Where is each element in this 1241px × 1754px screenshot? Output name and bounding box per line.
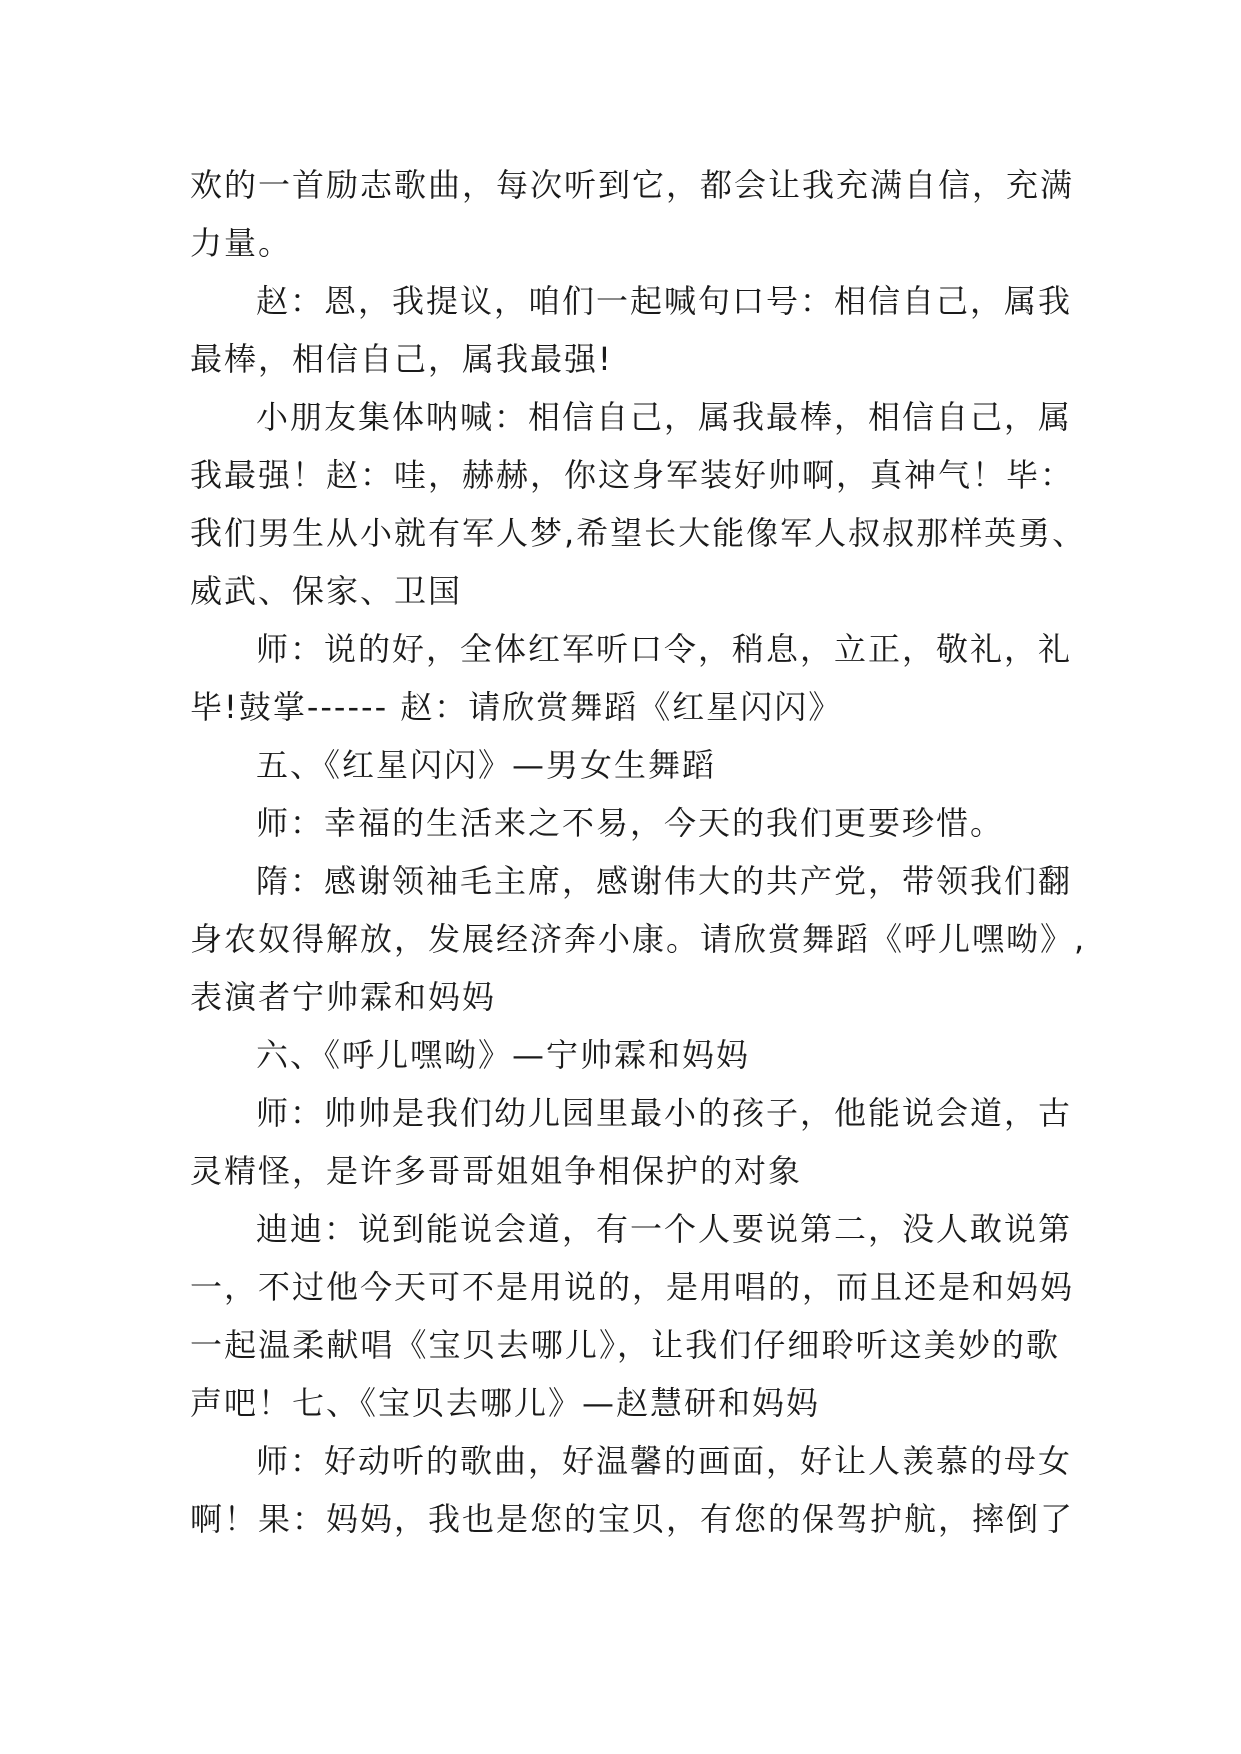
text-line: 师：说的好，全体红军听口令，稍息，立正，敬礼，礼 (256, 630, 1073, 668)
paragraph (190, 794, 1060, 852)
paragraph (190, 1200, 1075, 1432)
text-line: 赵：恩，我提议，咱们一起喊句口号：相信自己，属我 (256, 282, 1073, 320)
text-line: 表演者宁帅霖和妈妈 (190, 978, 497, 1016)
text-line: 小朋友集体呐喊：相信自己，属我最棒，相信自己，属 (256, 398, 1073, 436)
text-line: 力量。 (190, 224, 293, 262)
section-heading (190, 1026, 1060, 1084)
text-line: 隋：感谢领袖毛主席，感谢伟大的共产党，带领我们翻 (256, 862, 1073, 900)
text-line: 声吧！七、《宝贝去哪儿》—赵慧研和妈妈 (190, 1384, 821, 1422)
paragraph (190, 1084, 1073, 1200)
text-line: 师：帅帅是我们幼儿园里最小的孩子，他能说会道，古 (256, 1094, 1073, 1132)
text-line: 毕!鼓掌------ 赵：请欣赏舞蹈《红星闪闪》 (190, 688, 843, 726)
text-line: 五、《红星闪闪》—男女生舞蹈 (256, 746, 717, 784)
text-line: 一起温柔献唱《宝贝去哪儿》，让我们仔细聆听这美妙的歌 (190, 1326, 1060, 1364)
text-line: 欢的一首励志歌曲，每次听到它，都会让我充满自信，充满 (190, 166, 1075, 204)
text-line: 灵精怪，是许多哥哥姐姐争相保护的对象 (190, 1152, 803, 1190)
paragraph (190, 388, 1087, 620)
text-line: 迪迪：说到能说会道，有一个人要说第二，没人敢说第 (256, 1210, 1073, 1248)
paragraph (190, 156, 1075, 272)
paragraph (190, 852, 1087, 1026)
document-page (190, 156, 1087, 1548)
paragraph (190, 1432, 1075, 1548)
text-line: 我们男生从小就有军人梦,希望长大能像军人叔叔那样英勇、 (190, 514, 1087, 552)
paragraph (190, 272, 1073, 388)
text-line: 身农奴得解放，发展经济奔小康。请欣赏舞蹈《呼儿嘿呦》, (190, 920, 1087, 958)
text-line: 最棒，相信自己，属我最强! (190, 340, 613, 378)
text-line: 我最强！赵：哇，赫赫，你这身军装好帅啊，真神气！毕： (190, 456, 1075, 494)
paragraph (190, 620, 1073, 736)
section-heading (190, 736, 1060, 794)
text-line: 威武、保家、卫国 (190, 572, 463, 610)
text-line: 师：好动听的歌曲，好温馨的画面，好让人羡慕的母女 (256, 1442, 1073, 1480)
text-line: 师：幸福的生活来之不易，今天的我们更要珍惜。 (256, 804, 1005, 842)
text-line: 一，不过他今天可不是用说的，是用唱的，而且还是和妈妈 (190, 1268, 1075, 1306)
text-line: 啊！果：妈妈，我也是您的宝贝，有您的保驾护航，摔倒了 (190, 1500, 1075, 1538)
text-line: 六、《呼儿嘿呦》—宁帅霖和妈妈 (256, 1036, 751, 1074)
